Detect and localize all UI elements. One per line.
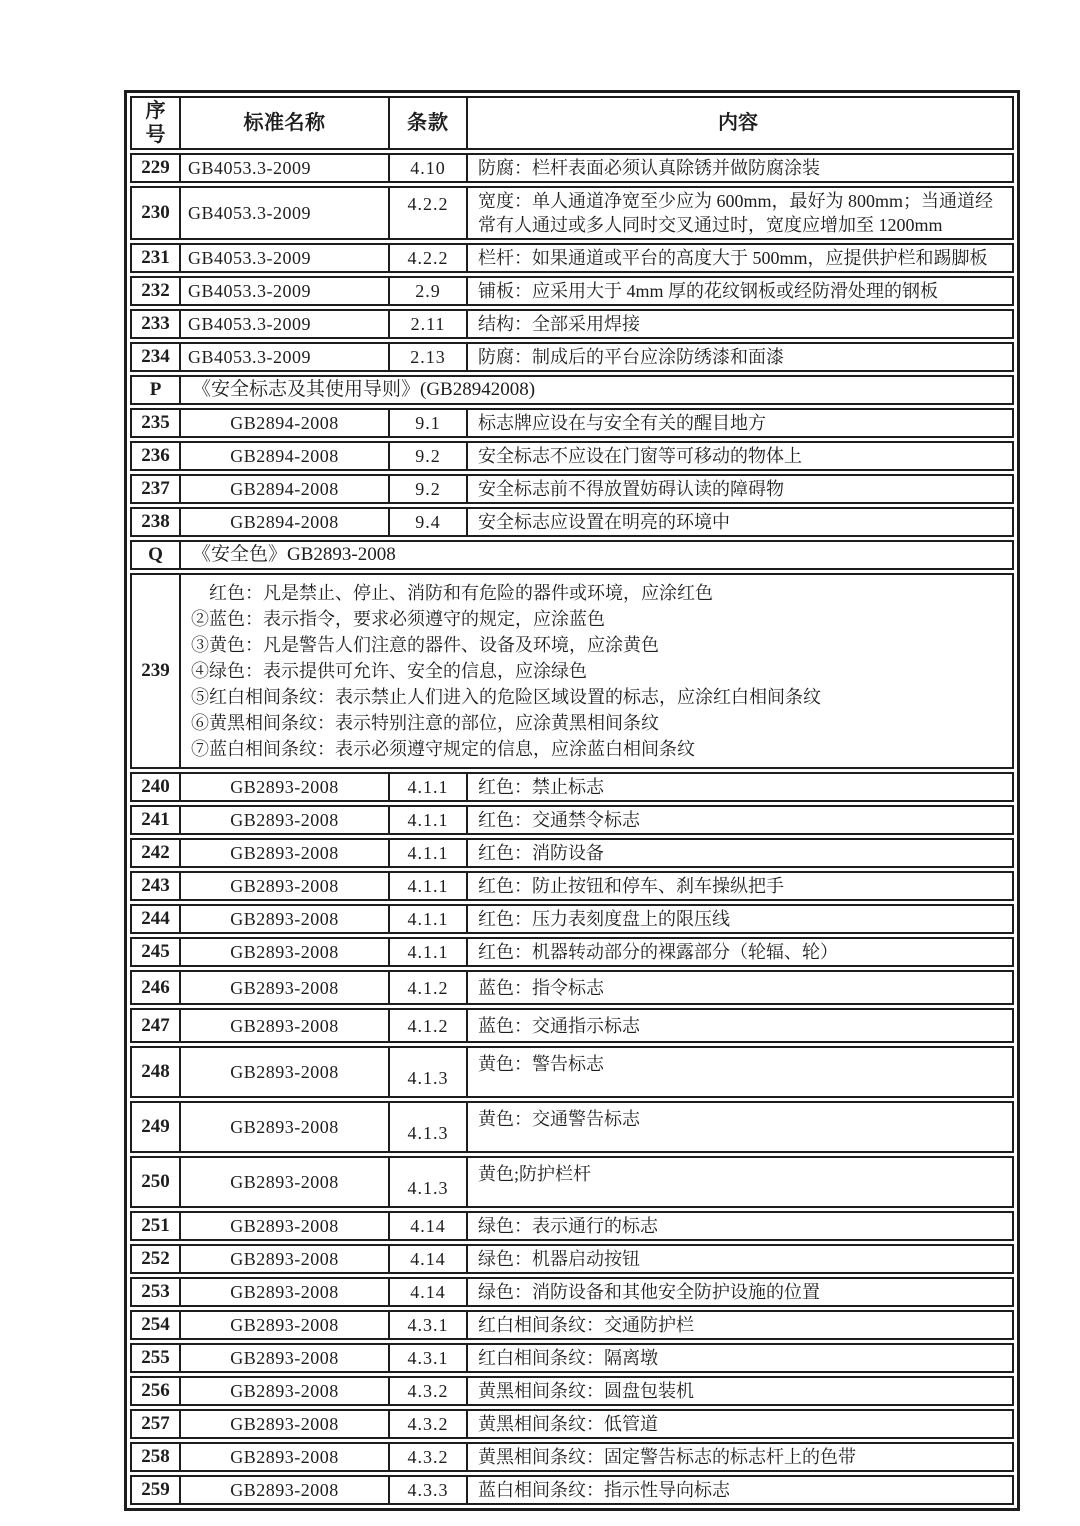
- row-number-cell: Q: [132, 542, 181, 568]
- standards-table: [124, 90, 1020, 1511]
- row-number-cell: 247: [132, 1010, 181, 1041]
- clause-cell: 4.1.1: [390, 906, 468, 932]
- table-row: [130, 805, 1014, 835]
- table-row: [130, 1343, 1014, 1373]
- standard-name-cell: GB2893-2008: [181, 807, 390, 833]
- row-number-cell: 258: [132, 1444, 181, 1470]
- content-cell: 黄黑相间条纹：固定警告标志的标志杆上的色带: [478, 1447, 856, 1467]
- table-row: [130, 441, 1014, 471]
- content-cell: 栏杆：如果通道或平台的高度大于 500mm，应提供护栏和踢脚板: [478, 248, 988, 268]
- section-row: [130, 540, 1014, 570]
- row-number-cell: 246: [132, 972, 181, 1003]
- clause-cell: 4.3.3: [390, 1477, 468, 1503]
- content-cell: 绿色：表示通行的标志: [478, 1216, 658, 1236]
- row-number-cell: 237: [132, 476, 181, 502]
- row-number-cell: 257: [132, 1411, 181, 1437]
- clause-cell: 2.9: [390, 278, 468, 304]
- clause-cell: 4.3.1: [390, 1345, 468, 1371]
- table-row: [130, 1442, 1014, 1472]
- row-number-cell: 253: [132, 1279, 181, 1305]
- content-cell: 黄色：交通警告标志: [478, 1109, 640, 1129]
- clause-cell: 4.3.1: [390, 1312, 468, 1338]
- row-number-cell: 251: [132, 1213, 181, 1239]
- row-number-cell: 256: [132, 1378, 181, 1404]
- row-number-cell: 234: [132, 344, 181, 370]
- color-definition-line: ④绿色：表示提供可允许、安全的信息，应涂绿色: [191, 661, 587, 681]
- content-cell: 防腐：制成后的平台应涂防绣漆和面漆: [478, 347, 784, 367]
- clause-cell: 9.1: [390, 410, 468, 436]
- clause-cell: 4.1.1: [390, 807, 468, 833]
- table-row: [130, 1277, 1014, 1307]
- table-row: [130, 408, 1014, 438]
- row-number-cell: 259: [132, 1477, 181, 1503]
- table-row: [130, 1376, 1014, 1406]
- row-number-cell: 243: [132, 873, 181, 899]
- clause-cell: 2.11: [390, 311, 468, 337]
- content-cell: 黄黑相间条纹：低管道: [478, 1414, 658, 1434]
- row-number-cell: 233: [132, 311, 181, 337]
- content-cell: 绿色：机器启动按钮: [478, 1249, 640, 1269]
- clause-cell: 4.3.2: [390, 1378, 468, 1404]
- table-row: [130, 276, 1014, 306]
- row-number-cell: 232: [132, 278, 181, 304]
- standard-name-cell: GB2893-2008: [181, 873, 390, 899]
- row-number-cell: 236: [132, 443, 181, 469]
- row-number-cell: 244: [132, 906, 181, 932]
- clause-cell: 9.2: [390, 476, 468, 502]
- table-row: [130, 838, 1014, 868]
- color-definition-line: ⑥黄黑相间条纹：表示特别注意的部位，应涂黄黑相间条纹: [191, 713, 659, 733]
- row-number-cell: 230: [132, 188, 181, 238]
- content-cell: 绿色：消防设备和其他安全防护设施的位置: [478, 1282, 820, 1302]
- clause-cell: 4.1.3: [390, 1103, 468, 1151]
- standard-name-cell: GB2893-2008: [181, 906, 390, 932]
- clause-cell: 4.3.2: [390, 1444, 468, 1470]
- table-body: [130, 153, 1014, 1505]
- clause-cell: 4.14: [390, 1213, 468, 1239]
- table-row: [130, 507, 1014, 537]
- table-row: [130, 1008, 1014, 1043]
- header-col-clause: 条款: [390, 98, 468, 148]
- standard-name-cell: GB4053.3-2009: [181, 245, 390, 271]
- clause-cell: 4.14: [390, 1246, 468, 1272]
- color-definition-line: ③黄色：凡是警告人们注意的器件、设备及环境，应涂黄色: [191, 635, 659, 655]
- content-cell: 标志牌应设在与安全有关的醒目地方: [478, 413, 766, 433]
- content-cell: 安全标志应设置在明亮的环境中: [478, 512, 730, 532]
- content-cell: 红白相间条纹：交通防护栏: [478, 1315, 694, 1335]
- content-cell: 黄色：警告标志: [478, 1054, 604, 1074]
- standard-name-cell: GB4053.3-2009: [181, 155, 390, 181]
- standard-name-cell: GB2893-2008: [181, 1477, 390, 1503]
- standard-name-cell: GB2893-2008: [181, 1279, 390, 1305]
- standard-name-cell: GB2893-2008: [181, 774, 390, 800]
- content-cell: 红色：防止按钮和停车、刹车操纵把手: [478, 876, 784, 896]
- standard-name-cell: GB2893-2008: [181, 1444, 390, 1470]
- row-number-cell: 245: [132, 939, 181, 965]
- standard-name-cell: GB2893-2008: [181, 1213, 390, 1239]
- clause-cell: 4.1.1: [390, 774, 468, 800]
- header-col-content: 内容: [718, 112, 758, 134]
- content-cell: 防腐：栏杆表面必须认真除锈并做防腐涂装: [478, 158, 820, 178]
- table-row: [130, 153, 1014, 183]
- color-definition-line: ⑦蓝白相间条纹：表示必须遵守规定的信息，应涂蓝白相间条纹: [191, 739, 695, 759]
- row-number-cell: 242: [132, 840, 181, 866]
- content-cell: 宽度：单人通道净宽至少应为 600mm，最好为 800mm；当通道经常有人通过或多人同时交叉通过时，宽度应增加至 1200mm: [478, 191, 994, 235]
- row-number-cell: 239: [132, 575, 181, 767]
- table-row: [130, 1156, 1014, 1208]
- row-number-cell: 252: [132, 1246, 181, 1272]
- table-row: [130, 1310, 1014, 1340]
- table-row: [130, 186, 1014, 240]
- standard-name-cell: GB2893-2008: [181, 972, 390, 1003]
- table-row: [130, 1046, 1014, 1098]
- clause-cell: 4.10: [390, 155, 468, 181]
- clause-cell: 4.2.2: [390, 245, 468, 271]
- standard-name-cell: GB2893-2008: [181, 939, 390, 965]
- clause-cell: 9.2: [390, 443, 468, 469]
- row-number-cell: 249: [132, 1103, 181, 1151]
- table-row: [130, 309, 1014, 339]
- standard-name-cell: GB2893-2008: [181, 1312, 390, 1338]
- standard-name-cell: GB2894-2008: [181, 410, 390, 436]
- row-number-cell: 254: [132, 1312, 181, 1338]
- content-cell: 黄色;防护栏杆: [478, 1164, 592, 1184]
- content-cell: 红色：交通禁令标志: [478, 810, 640, 830]
- content-cell: 蓝色：指令标志: [478, 977, 604, 998]
- standard-name-cell: GB2894-2008: [181, 509, 390, 535]
- standard-name-cell: GB2894-2008: [181, 476, 390, 502]
- table-row: [130, 474, 1014, 504]
- row-number-cell: 241: [132, 807, 181, 833]
- row-number-cell: 229: [132, 155, 181, 181]
- standard-name-cell: GB2893-2008: [181, 1048, 390, 1096]
- color-definition-line: ⑤红白相间条纹：表示禁止人们进入的危险区域设置的标志，应涂红白相间条纹: [191, 687, 821, 707]
- section-title-cell: 《安全色》GB2893-2008: [192, 544, 396, 565]
- clause-cell: 4.2.2: [390, 188, 468, 238]
- row-number-cell: 238: [132, 509, 181, 535]
- content-cell: 蓝色：交通指示标志: [478, 1015, 640, 1036]
- section-row: [130, 375, 1014, 405]
- standard-name-cell: GB2893-2008: [181, 1103, 390, 1151]
- standard-name-cell: GB2893-2008: [181, 1010, 390, 1041]
- standard-name-cell: GB4053.3-2009: [181, 278, 390, 304]
- row-number-cell: 235: [132, 410, 181, 436]
- clause-cell: 4.1.2: [390, 972, 468, 1003]
- table-row: [130, 904, 1014, 934]
- content-cell: 安全标志不应设在门窗等可移动的物体上: [478, 446, 802, 466]
- color-definitions-row: [130, 573, 1014, 769]
- row-number-cell: 250: [132, 1158, 181, 1206]
- content-cell: 红白相间条纹：隔离墩: [478, 1348, 658, 1368]
- clause-cell: 4.1.1: [390, 939, 468, 965]
- table-row: [130, 871, 1014, 901]
- row-number-cell: 248: [132, 1048, 181, 1096]
- clause-cell: 4.1.1: [390, 873, 468, 899]
- color-definition-line: 红色：凡是禁止、停止、消防和有危险的器件或环境，应涂红色: [209, 583, 713, 603]
- color-definition-line: ②蓝色：表示指令，要求必须遵守的规定，应涂蓝色: [191, 609, 605, 629]
- table-row: [130, 772, 1014, 802]
- table-row: [130, 1211, 1014, 1241]
- clause-cell: 4.3.2: [390, 1411, 468, 1437]
- clause-cell: 4.1.3: [390, 1048, 468, 1096]
- standard-name-cell: GB4053.3-2009: [181, 311, 390, 337]
- standard-name-cell: GB4053.3-2009: [181, 188, 390, 238]
- header-col-no: 序号: [132, 98, 181, 148]
- clause-cell: 9.4: [390, 509, 468, 535]
- content-cell: 红色：压力表刻度盘上的限压线: [478, 909, 730, 929]
- standard-name-cell: GB2894-2008: [181, 443, 390, 469]
- content-cell: 铺板：应采用大于 4mm 厚的花纹钢板或经防滑处理的钢板: [478, 281, 938, 301]
- table-row: [130, 243, 1014, 273]
- row-number-cell: 240: [132, 774, 181, 800]
- header-col-name: 标准名称: [181, 98, 390, 148]
- clause-cell: 4.14: [390, 1279, 468, 1305]
- table-row: [130, 1101, 1014, 1153]
- table-header-row: [130, 96, 1014, 150]
- table-row: [130, 342, 1014, 372]
- content-cell: 红色：禁止标志: [478, 777, 604, 797]
- content-cell: 蓝白相间条纹：指示性导向标志: [478, 1480, 730, 1500]
- content-cell: 安全标志前不得放置妨碍认读的障碍物: [478, 479, 784, 499]
- row-number-cell: 255: [132, 1345, 181, 1371]
- standard-name-cell: GB2893-2008: [181, 1378, 390, 1404]
- clause-cell: 4.1.1: [390, 840, 468, 866]
- content-cell: 结构：全部采用焊接: [478, 314, 640, 334]
- table-row: [130, 970, 1014, 1005]
- row-number-cell: 231: [132, 245, 181, 271]
- content-cell: 红色：消防设备: [478, 843, 604, 863]
- standard-name-cell: GB4053.3-2009: [181, 344, 390, 370]
- standard-name-cell: GB2893-2008: [181, 840, 390, 866]
- standard-name-cell: GB2893-2008: [181, 1158, 390, 1206]
- content-cell: 黄黑相间条纹：圆盘包装机: [478, 1381, 694, 1401]
- table-row: [130, 1244, 1014, 1274]
- content-cell: 红色：机器转动部分的裸露部分（轮辐、轮）: [478, 942, 838, 962]
- clause-cell: 2.13: [390, 344, 468, 370]
- section-title-cell: 《安全标志及其使用导则》(GB28942008): [192, 379, 536, 400]
- clause-cell: 4.1.2: [390, 1010, 468, 1041]
- row-number-cell: P: [132, 377, 181, 403]
- standard-name-cell: GB2893-2008: [181, 1246, 390, 1272]
- clause-cell: 4.1.3: [390, 1158, 468, 1206]
- table-row: [130, 1475, 1014, 1505]
- table-row: [130, 1409, 1014, 1439]
- table-row: [130, 937, 1014, 967]
- color-definitions-cell: [181, 575, 1012, 767]
- standard-name-cell: GB2893-2008: [181, 1345, 390, 1371]
- standard-name-cell: GB2893-2008: [181, 1411, 390, 1437]
